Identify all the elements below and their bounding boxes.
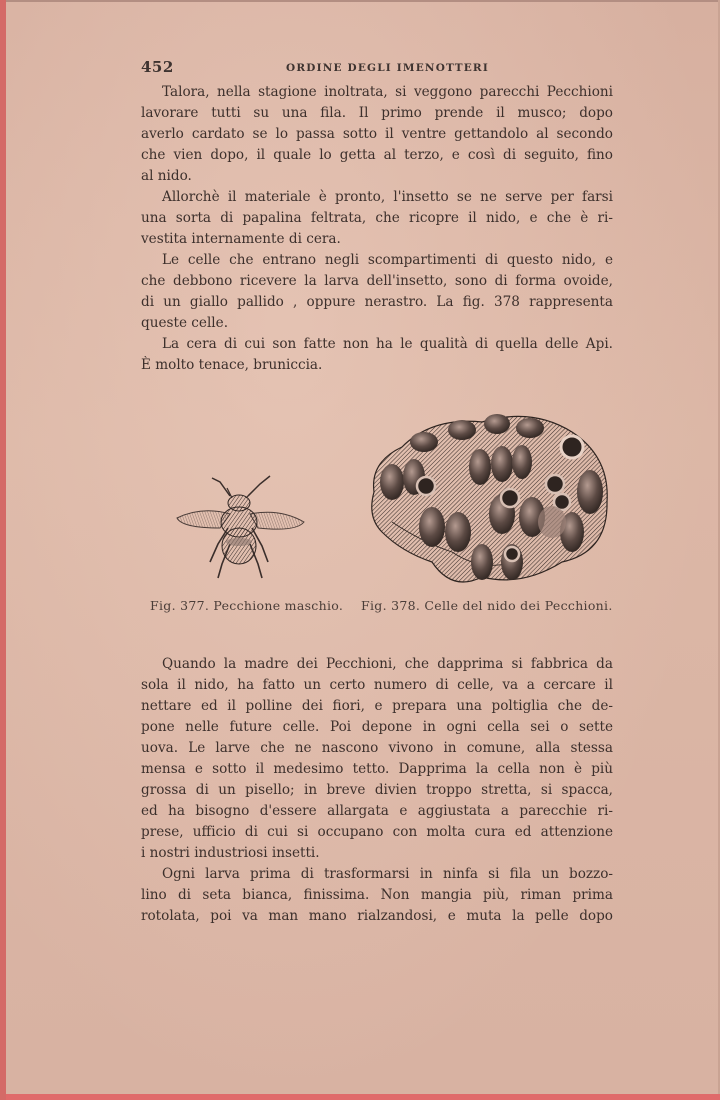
paragraph [141, 250, 613, 334]
text-line: rotolata, poi va man mano rialzandosi, e muta la pelle dopo [141, 908, 613, 924]
text-line: al nido. [141, 168, 192, 184]
text-line: sola il nido, ha fatto un certo numero di celle, va a cercare il [141, 677, 613, 693]
paragraph [141, 187, 613, 250]
chapter-title: ORDINE DEGLI IMENOTTERI [286, 62, 489, 74]
figure-378-caption: Fig. 378. Celle del nido dei Pecchioni. [361, 598, 613, 613]
text-line: La cera di cui son fatte non ha le qualità di quella delle Api. [162, 336, 613, 352]
text-line: pone nelle future celle. Poi depone in ogni cella sei o sette [141, 719, 613, 735]
figure-377-caption: Fig. 377. Pecchione maschio. [150, 598, 344, 613]
upper-text-block [141, 82, 613, 376]
text-line: i nostri industriosi insetti. [141, 845, 320, 861]
text-line: Talora, nella stagione inoltrata, si veggono parecchi Pecchioni [162, 84, 613, 100]
paragraph [141, 82, 613, 187]
text-line: ed ha bisogno d'essere allargata e aggiustata a parecchie ri- [141, 803, 613, 819]
figure-378-nest-cells [362, 402, 612, 592]
text-line: Ogni larva prima di trasformarsi in ninfa si fila un bozzo- [162, 866, 613, 882]
running-head [141, 58, 611, 78]
paragraph [141, 334, 613, 376]
text-line: che vien dopo, il quale lo getta al terzo, e così di seguito, fino [141, 147, 613, 163]
text-line: nettare ed il polline dei fiori, e prepara una poltiglia che de- [141, 698, 613, 714]
text-line: una sorta di papalina feltrata, che ricopre il nido, e che è ri- [141, 210, 613, 226]
text-line: Le celle che entrano negli scompartimenti di questo nido, e [162, 252, 613, 268]
nest-cells-illustration [362, 402, 612, 592]
text-line: che debbono ricevere la larva dell'insetto, sono di forma ovoide, [141, 273, 613, 289]
text-line: Quando la madre dei Pecchioni, che dapprima si fabbrica da [162, 656, 613, 672]
figure-377-bumblebee [172, 466, 307, 581]
text-line: mensa e sotto il medesimo tetto. Dapprima la cella non è più [141, 761, 613, 777]
text-line: vestita internamente di cera. [141, 231, 341, 247]
text-line: averlo cardato se lo passa sotto il ventre gettandolo al secondo [141, 126, 613, 142]
text-line: uova. Le larve che ne nascono vivono in comune, alla stessa [141, 740, 613, 756]
paragraph [141, 654, 613, 864]
page-number: 452 [141, 58, 174, 76]
text-line: prese, ufficio di cui si occupano con molta cura ed attenzione [141, 824, 613, 840]
text-line: queste celle. [141, 315, 229, 331]
lower-text-block [141, 654, 613, 927]
text-line: È molto tenace, bruniccia. [141, 357, 323, 373]
text-line: di un giallo pallido , oppure nerastro. La fig. 378 rappresenta [141, 294, 613, 310]
text-line: grossa di un pisello; in breve divien troppo stretta, si spacca, [141, 782, 613, 798]
bumblebee-illustration [172, 466, 307, 581]
paragraph [141, 864, 613, 927]
text-line: lino di seta bianca, finissima. Non mangia più, riman prima [141, 887, 613, 903]
text-line: lavorare tutti su una fila. Il primo prende il musco; dopo [141, 105, 613, 121]
text-line: Allorchè il materiale è pronto, l'insetto se ne serve per farsi [162, 189, 613, 205]
